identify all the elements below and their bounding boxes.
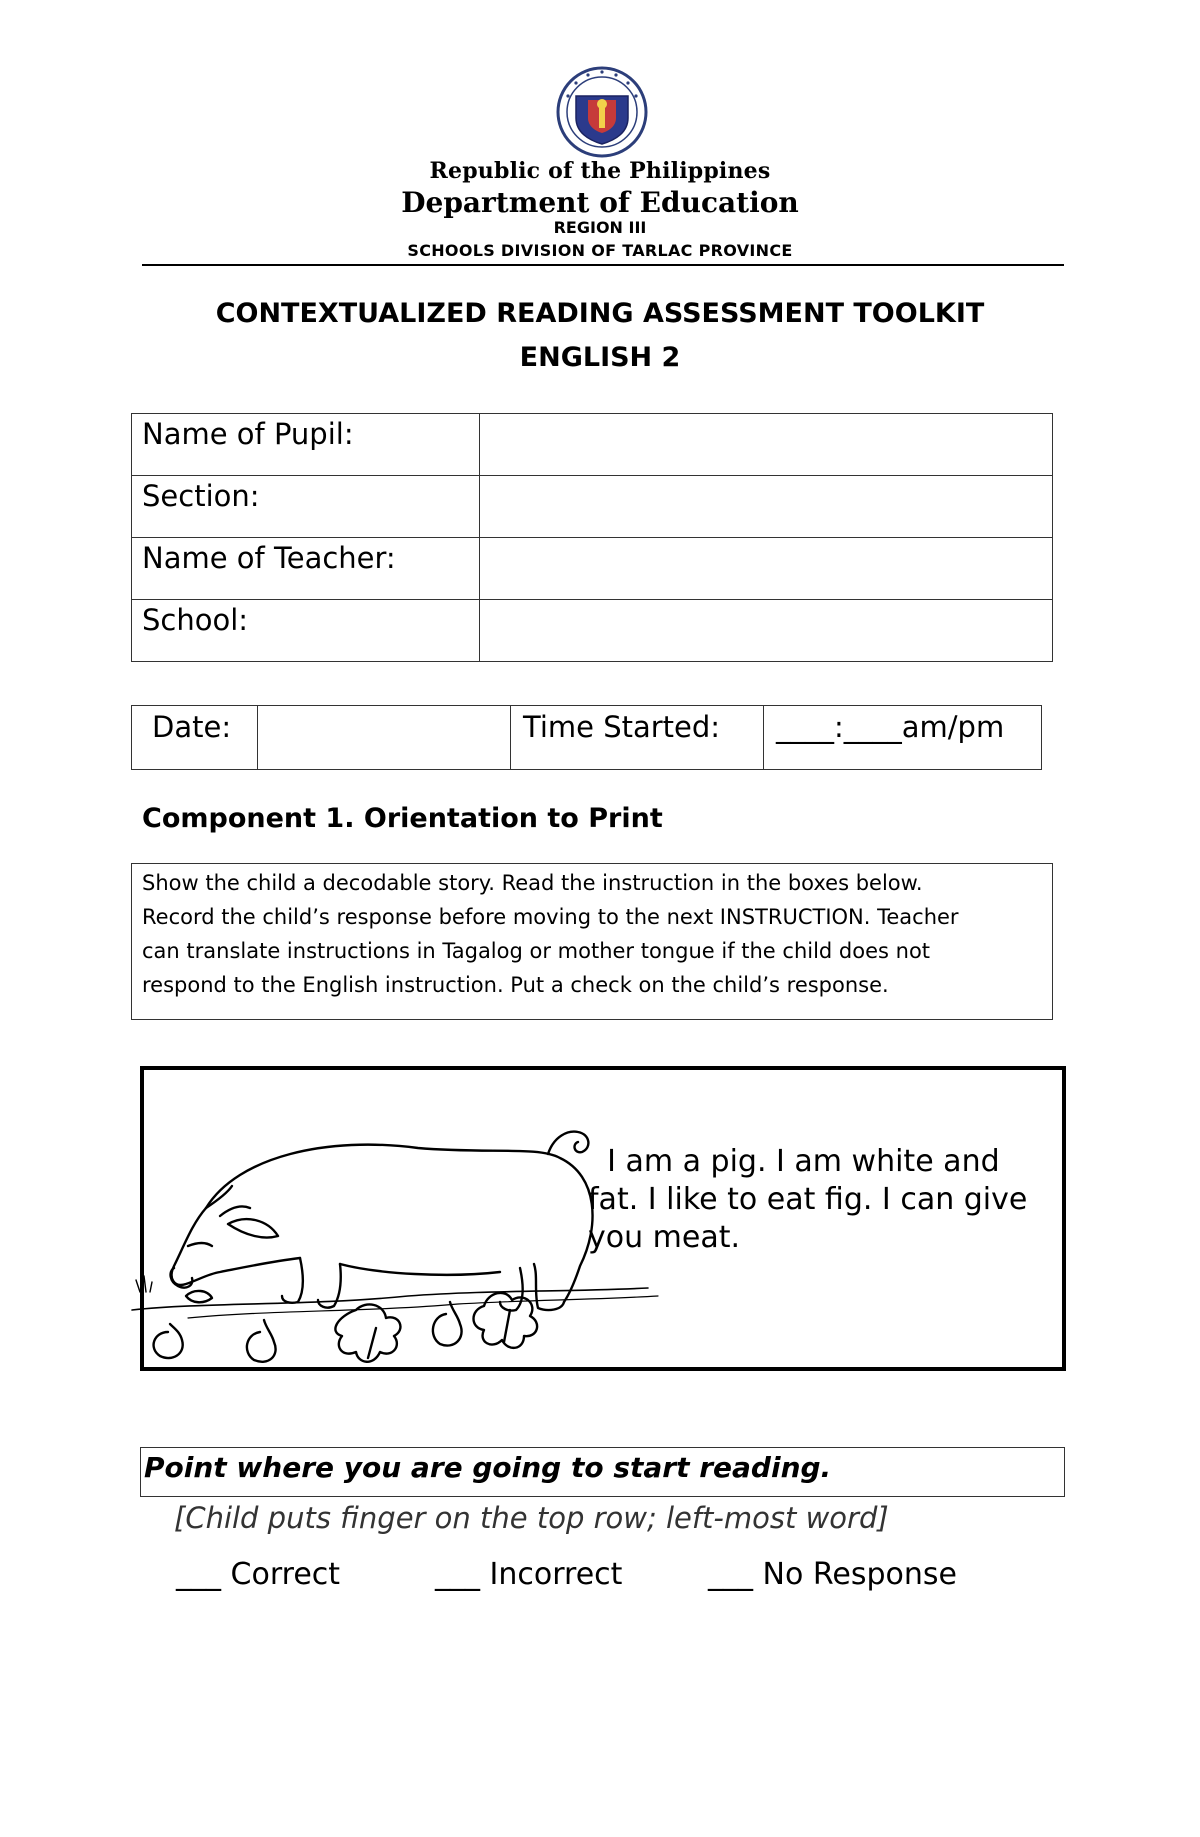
school-label: School: — [132, 600, 480, 662]
task-prompt: Point where you are going to start reading. — [140, 1447, 1065, 1497]
table-row — [132, 414, 1053, 476]
document-title: CONTEXTUALIZED READING ASSESSMENT TOOLKIT — [215, 298, 985, 329]
component-heading: Component 1. Orientation to Print — [142, 803, 663, 834]
republic-heading: Republic of the Philippines — [429, 158, 771, 184]
deped-seal-icon — [556, 66, 648, 158]
pupil-name-label: Name of Pupil: — [132, 414, 480, 476]
date-field[interactable] — [258, 706, 511, 770]
instruction-line: Record the child’s response before moving to the next INSTRUCTION. Teacher — [142, 905, 959, 929]
instruction-line: can translate instructions in Tagalog or mother tongue if the child does not — [142, 939, 931, 963]
table-row — [132, 538, 1053, 600]
section-field[interactable] — [480, 476, 1053, 538]
division-heading: SCHOOLS DIVISION OF TARLAC PROVINCE — [407, 241, 793, 260]
pupil-info-table — [131, 413, 1053, 662]
region-heading: REGION III — [553, 218, 647, 237]
teacher-name-field[interactable] — [480, 538, 1053, 600]
instruction-line: Show the child a decodable story. Read the instruction in the boxes below. — [142, 871, 923, 895]
table-row — [132, 706, 1042, 770]
no-response-option[interactable]: ___ No Response — [708, 1557, 957, 1592]
story-line: fat. I like to eat fig. I can give — [588, 1182, 1028, 1217]
date-time-table — [131, 705, 1042, 770]
header-divider — [142, 264, 1064, 266]
table-row — [132, 600, 1053, 662]
time-started-field[interactable]: ____:____am/pm — [764, 706, 1042, 770]
teacher-name-label: Name of Teacher: — [132, 538, 480, 600]
pupil-name-field[interactable] — [480, 414, 1053, 476]
school-field[interactable] — [480, 600, 1053, 662]
story-text — [588, 1143, 1053, 1257]
instruction-line: respond to the English instruction. Put a check on the child’s response. — [142, 973, 889, 997]
story-line: I am a pig. I am white and — [588, 1144, 1000, 1179]
time-started-label: Time Started: — [511, 706, 764, 770]
date-label: Date: — [132, 706, 258, 770]
document-subtitle: ENGLISH 2 — [519, 342, 681, 373]
instruction-box — [131, 863, 1053, 1020]
incorrect-option[interactable]: ___ Incorrect — [435, 1557, 623, 1592]
task-note: [Child puts finger on the top row; left-most word] — [174, 1501, 889, 1535]
pig-eating-figs-illustration — [128, 1096, 668, 1372]
section-label: Section: — [132, 476, 480, 538]
correct-option[interactable]: ___ Correct — [176, 1557, 341, 1592]
story-line: you meat. — [588, 1220, 741, 1255]
department-heading: Department of Education — [401, 186, 799, 219]
table-row — [132, 476, 1053, 538]
